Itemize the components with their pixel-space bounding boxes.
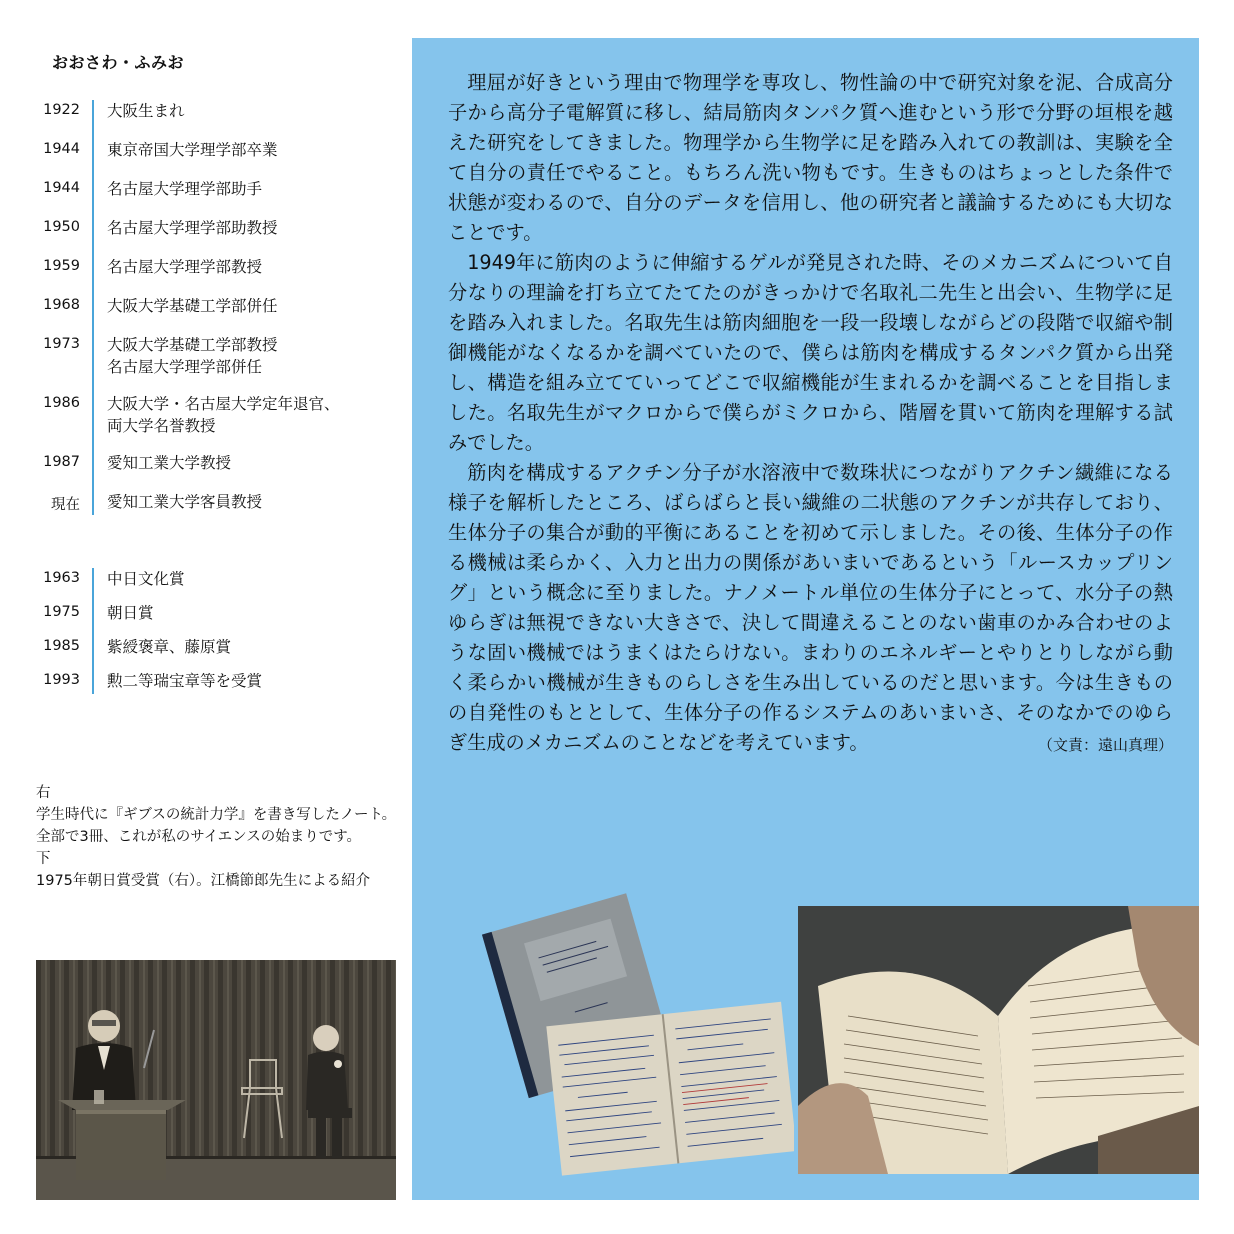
timeline-event: 愛知工業大学客員教授 [107,493,263,511]
timeline-row [40,217,370,256]
timeline-year: 1922 [43,102,80,118]
award-row [40,670,370,694]
award-year: 1963 [43,570,80,586]
timeline-row [40,295,370,334]
timeline-row [40,139,370,178]
photo-captions [36,782,400,892]
timeline-year: 1968 [43,297,80,313]
timeline-row [40,256,370,295]
timeline-row [40,393,370,452]
essay-paragraph: 1949年に筋肉のように伸縮するゲルが発見された時、そのメカニズムについて自分なりの理論を打ち立てたてたのがきっかけで名取礼二先生と出会い、生物学に足を踏み入れました。名取先生は筋肉細胞を一段一段壊しながらどの段階で収縮や制御機能がなくなるかを調べていたので、僕らは筋肉を構成するタンパク質から出発し、構造を組み立てていってどこで収縮機能が生まれるかを調べることを目指しました。名取先生がマクロからで僕らがミクロから、階層を貫いて筋肉を理解する試みでした。 [448,251,1173,454]
timeline-event: 愛知工業大学教授 [107,454,232,472]
award-year: 1985 [43,638,80,654]
timeline-row [40,178,370,217]
award-name: 紫綬褒章、藤原賞 [107,638,232,656]
award-name: 勲二等瑞宝章等を受賞 [107,672,263,690]
timeline-event: 大阪生まれ [107,102,185,120]
essay-body [448,68,1173,760]
timeline-row [40,491,370,515]
caption-right-label: 右 [36,785,51,801]
caption-below-label: 下 [36,851,51,867]
award-ceremony-photo [36,960,396,1200]
award-row [40,568,370,602]
timeline-event: 名古屋大学理学部助教授 [107,219,278,237]
award-year: 1975 [43,604,80,620]
timeline-event: 東京帝国大学理学部卒業 [107,141,278,159]
author-credit: （文責：遠山真理） [1037,736,1173,754]
award-name: 中日文化賞 [107,570,185,588]
timeline-year: 1959 [43,258,80,274]
timeline-event: 大阪大学・名古屋大学定年退官、 両大学名誉教授 [107,395,340,435]
timeline-event: 名古屋大学理学部教授 [107,258,263,276]
timeline-year: 1973 [43,336,80,352]
handwritten-notebook-photo [478,893,794,1183]
timeline-row [40,452,370,491]
timeline-year: 1944 [43,180,80,196]
timeline-year: 1987 [43,454,80,470]
timeline-year: 1986 [43,395,80,411]
timeline-event: 大阪大学基礎工学部教授 名古屋大学理学部併任 [107,336,278,376]
award-name: 朝日賞 [107,604,154,622]
timeline-event: 大阪大学基礎工学部併任 [107,297,278,315]
award-year: 1993 [43,672,80,688]
career-timeline [40,100,370,515]
timeline-row [40,100,370,139]
award-row [40,636,370,670]
open-book-photo [798,906,1199,1174]
timeline-year: 1950 [43,219,80,235]
caption-below-text: 1975年朝日賞受賞（右）。江橋節郎先生による紹介 [36,873,371,889]
awards-timeline [40,568,370,694]
essay-panel [412,38,1199,1200]
timeline-year: 現在 [51,497,80,513]
caption-right-text: 学生時代に『ギブスの統計力学』を書き写したノート。全部で3冊、これが私のサイエンスの始まりです。 [36,807,397,845]
award-row [40,602,370,636]
essay-paragraph: 筋肉を構成するアクチン分子が水溶液中で数珠状につながりアクチン繊維になる様子を解析したところ、ばらばらと長い繊維の二状態のアクチンが共存しており、生体分子の集合が動的平衡にあることを初めて示しました。その後、生体分子の作る機械は柔らかく、入力と出力の関係があいまいであるという「ルースカップリング」という概念に至りました。ナノメートル単位の生体分子にとって、水分子の熱ゆらぎは無視できない大きさで、決して間違えることのない歯車のかみ合わせのような固い機械ではうまくはたらけない。まわりのエネルギーとやりとりしながら動く柔らかい機械が生きものらしさを生み出しているのだと思います。今は生きものの自発性のもととして、生体分子の作るシステムのあいまいさ、そのなかでのゆらぎ生成のメカニズムのことなどを考えています。 （文責：遠山真理） [448,458,1173,758]
essay-paragraph: 理屈が好きという理由で物理学を専攻し、物性論の中で研究対象を泥、合成高分子から高分子電解質に移し、結局筋肉タンパク質へ進むという形で分野の垣根を越えた研究をしてきました。物理学から生物学に足を踏み入れての教訓は、実験を全て自分の責任でやること。もちろん洗い物もです。生きものはちょっとした条件で状態が変わるので、自分のデータを信用し、他の研究者と議論するためにも大切なことです。 [448,71,1173,244]
timeline-year: 1944 [43,141,80,157]
person-name-kana: おおさわ・ふみお [52,53,185,72]
timeline-event: 名古屋大学理学部助手 [107,180,263,198]
timeline-row [40,334,370,393]
